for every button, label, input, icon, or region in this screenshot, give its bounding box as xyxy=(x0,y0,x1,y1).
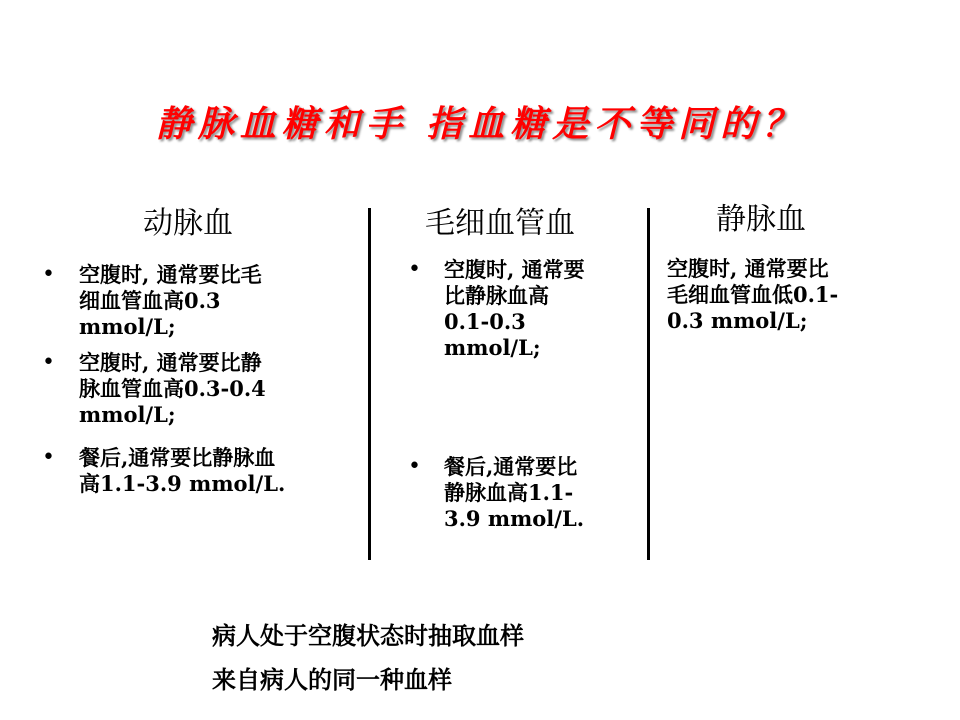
capillary-item-1-line-1: 空腹时, 通常要 xyxy=(444,257,585,282)
bullet-glyph: • xyxy=(408,454,421,479)
capillary-item-1-line-3: 0.1-0.3 xyxy=(444,309,526,334)
capillary-item-1 xyxy=(444,257,585,361)
arterial-item-2 xyxy=(79,350,266,428)
capillary-item-2-line-2: 静脉血高1.1- xyxy=(444,480,574,505)
capillary-item-1-line-4: mmol/L; xyxy=(444,335,541,360)
footer-line-2: 来自病人的同一种血样 xyxy=(212,666,452,694)
capillary-item-2-line-3: 3.9 mmol/L. xyxy=(444,506,585,531)
bullet-glyph: • xyxy=(42,350,55,375)
bullet-glyph: • xyxy=(42,262,55,287)
heading-arterial: 动脉血 xyxy=(143,206,233,241)
column-divider-left xyxy=(368,208,371,560)
arterial-item-1-line-2: 细血管血高0.3 xyxy=(79,288,221,313)
heading-venous: 静脉血 xyxy=(716,202,806,237)
arterial-item-2-line-1: 空腹时, 通常要比静 xyxy=(79,350,262,375)
venous-line-2: 毛细血管血低0.1- xyxy=(667,282,839,307)
column-divider-right xyxy=(647,208,650,560)
capillary-item-1-line-2: 比静脉血高 xyxy=(444,283,549,308)
arterial-item-2-line-2: 脉血管血高0.3-0.4 xyxy=(79,376,266,401)
bullet-glyph: • xyxy=(408,257,421,282)
venous-line-3: 0.3 mmol/L; xyxy=(667,308,808,333)
arterial-item-3-line-2: 高1.1-3.9 mmol/L. xyxy=(79,471,286,496)
arterial-item-1-line-3: mmol/L; xyxy=(79,314,176,339)
capillary-item-2-line-1: 餐后,通常要比 xyxy=(444,454,578,479)
bullet-glyph: • xyxy=(42,445,55,470)
heading-capillary: 毛细血管血 xyxy=(425,206,575,241)
slide-title: 静脉血糖和手 指血糖是不等同的？ xyxy=(155,103,805,145)
arterial-item-3 xyxy=(79,445,285,497)
arterial-item-2-line-3: mmol/L; xyxy=(79,402,176,427)
arterial-item-1 xyxy=(79,262,262,340)
arterial-item-3-line-1: 餐后,通常要比静脉血 xyxy=(79,445,276,470)
venous-text xyxy=(667,256,838,334)
venous-line-1: 空腹时, 通常要比 xyxy=(667,256,829,281)
capillary-item-2 xyxy=(444,454,584,532)
arterial-item-1-line-1: 空腹时, 通常要比毛 xyxy=(79,262,262,287)
footer-line-1: 病人处于空腹状态时抽取血样 xyxy=(212,622,524,650)
